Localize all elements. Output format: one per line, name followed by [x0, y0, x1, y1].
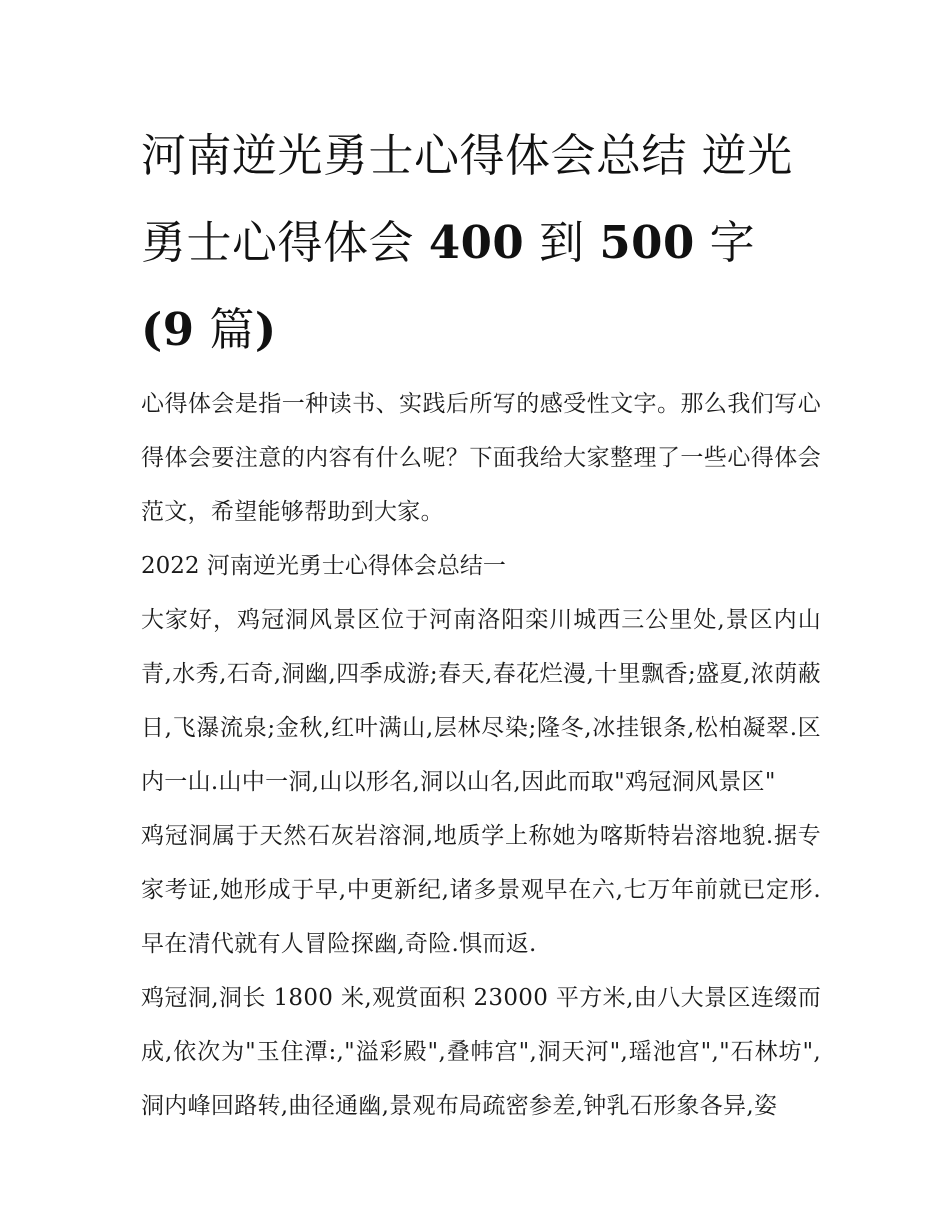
document-page [141, 112, 821, 1133]
body-paragraph-3: 鸡冠洞,洞长 1800 米,观赏面积 23000 平方米,由八大景区连缀而成,依次为"玉住潭:,"溢彩殿",叠帏宫",洞天河",瑶池宫","石林坊",洞内峰回路转,曲径通幽,景观布局疏密参差,钟乳石形象各异,姿 [141, 985, 821, 1119]
body-paragraph-2: 鸡冠洞属于天然石灰岩溶洞,地质学上称她为喀斯特岩溶地貌.据专家考证,她形成于早,中更新纪,诸多景观早在六,七万年前就已定形.早在清代就有人冒险探幽,奇险.惧而返. [141, 823, 821, 957]
section-heading: 2022 河南逆光勇士心得体会总结一 [141, 553, 506, 579]
body-paragraph-1: 大家好，鸡冠洞风景区位于河南洛阳栾川城西三公里处,景区内山青,水秀,石奇,洞幽,四季成游;春天,春花烂漫,十里飘香;盛夏,浓荫蔽日,飞瀑流泉;金秋,红叶满山,层林尽染;隆冬,冰挂银条,松柏凝翠.区内一山.山中一洞,山以形名,洞以山名,因此而取"鸡冠洞风景区" [141, 607, 821, 795]
document-title: 河南逆光勇士心得体会总结 逆光勇士心得体会 400 到 500 字 (9 篇) [141, 129, 793, 356]
intro-paragraph: 心得体会是指一种读书、实践后所写的感受性文字。那么我们写心得体会要注意的内容有什么呢？下面我给大家整理了一些心得体会范文，希望能够帮助到大家。 [141, 391, 821, 525]
